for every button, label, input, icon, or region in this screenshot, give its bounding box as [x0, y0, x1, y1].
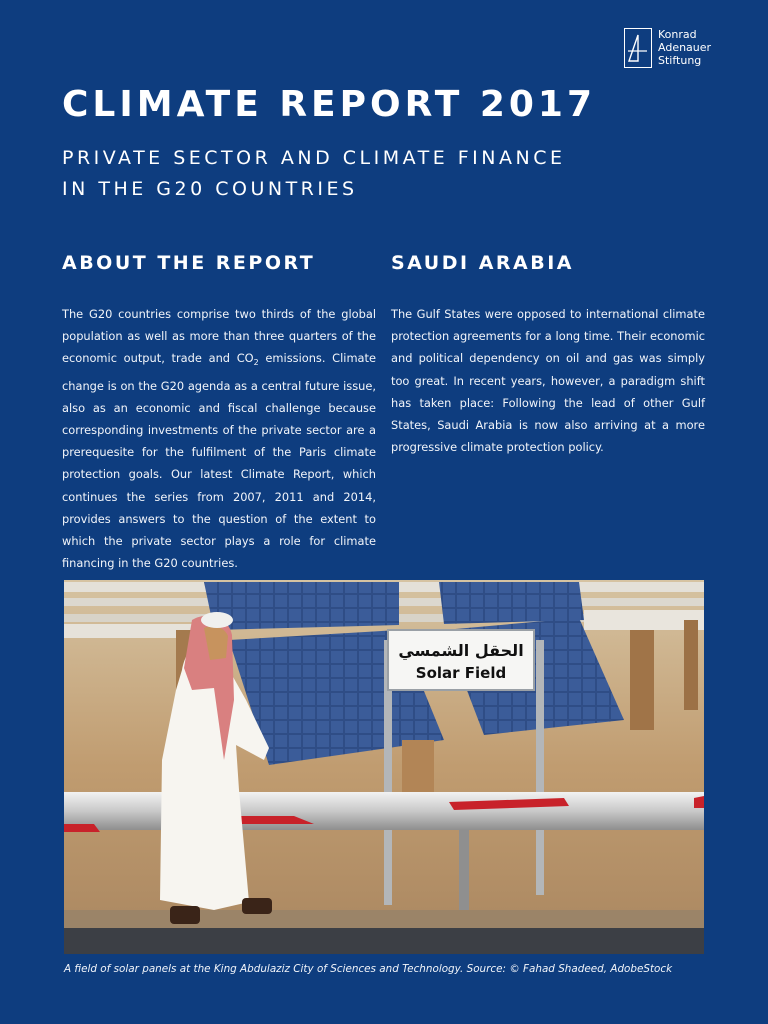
logo-line-2: Adenauer	[658, 41, 712, 54]
about-text-part-2: emissions. Climate change is on the G20 agenda as a central future issue, also as an economic and fiscal challenge because corresponding investments of the private sector are a prerequesite for the fulfilment of the Paris climate protection goals. Our latest Climate Report, which continues the series from 2007, 2011 and 2014, provides answers to the question of the extent to which the private sector plays a role for climate financing in the G20 countries.	[62, 351, 377, 571]
saudi-heading: SAUDI ARABIA	[391, 252, 574, 274]
solar-field-illustration	[64, 580, 704, 954]
about-text-part-1: The G20 countries comprise two thirds of the global population as well as more than three quarters of the economic output, trade and CO	[62, 307, 376, 366]
saudi-text: The Gulf States were opposed to international climate protection agreements for a long time. Their economic and political dependency on oil and gas was simply too great. In recent years, however, a paradigm shift has taken place: Following the lead of other Gulf States, Saudi Arabia is now also arriving at a more progressive climate protection policy.	[391, 307, 705, 455]
report-title: CLIMATE REPORT 2017	[62, 84, 597, 125]
subtitle-line-2: IN THE G20 COUNTRIES	[62, 178, 358, 200]
about-heading: ABOUT THE REPORT	[62, 252, 316, 274]
subtitle-line-1: PRIVATE SECTOR AND CLIMATE FINANCE	[62, 147, 566, 169]
logo-line-3: Stiftung	[658, 54, 702, 67]
solar-field-photo	[64, 580, 704, 954]
sign-arabic-text: الحقل الشمسي	[398, 641, 524, 660]
report-subtitle	[62, 143, 565, 205]
about-text	[62, 303, 376, 574]
photo-caption: A field of solar panels at the King Abdulaziz City of Sciences and Technology. Source: © Fahad Shadeed, AdobeStock	[64, 963, 673, 975]
sign-english-text: Solar Field	[415, 664, 507, 682]
kas-logo	[624, 28, 711, 68]
logo-line-1: Konrad	[658, 28, 697, 41]
kas-logo-mark-icon	[624, 28, 652, 68]
co2-subscript: 2	[253, 358, 259, 368]
kas-logo-text	[658, 28, 711, 67]
